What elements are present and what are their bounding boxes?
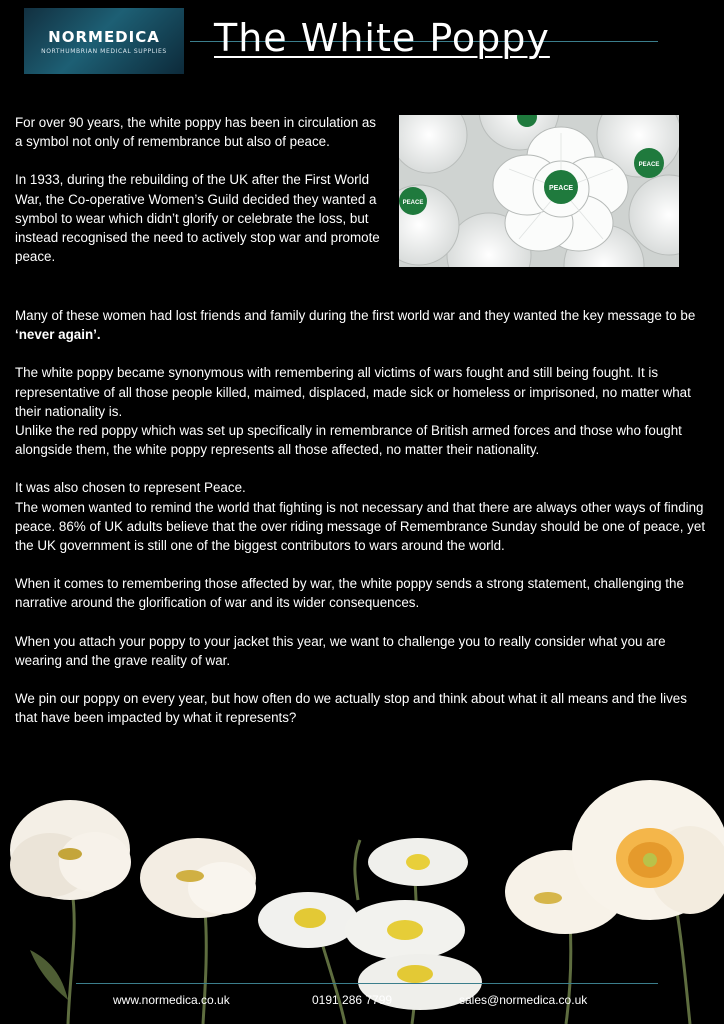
logo-name: NORMEDICA — [48, 27, 160, 46]
body-paragraph-10: We pin our poppy on every year, but how often do we actually stop and think about what it all means and the lives that have been impacted by what it represents? — [15, 691, 687, 726]
body-paragraph-5: Unlike the red poppy which was set up specifically in remembrance of British armed forces and those who fought alongside them, the white poppy represents all those affected, no matter their nationality. — [15, 423, 682, 458]
white-poppy-badges-photo — [399, 115, 679, 267]
footer-rule — [76, 983, 658, 984]
poppy-flower-left — [10, 800, 131, 900]
white-poppies-illustration — [0, 770, 724, 1024]
body-paragraph-7: The women wanted to remind the world that fighting is not necessary and that there are always other ways of finding peace. 86% of UK adults believe that the over riding message of Remembrance Sunday should be one of peace, yet the UK government is still one of the biggest contributors to wars around the world. — [15, 499, 706, 554]
body-paragraph-3-text: Many of these women had lost friends and family during the first world war and they wanted the key message to be — [15, 308, 696, 323]
poppy-flower-second — [140, 838, 256, 918]
poppy-flower-cluster — [258, 838, 482, 1010]
peace-badge-center: PEACE — [548, 185, 574, 192]
poppy-flower-right-large — [572, 780, 724, 920]
peace-badge-left: PEACE — [402, 200, 424, 206]
poppy-badges-illustration — [399, 115, 679, 267]
body-paragraph-never-again — [15, 306, 709, 344]
intro-paragraph-1: For over 90 years, the white poppy has been in circulation as a symbol not only of remembrance but also of peace. — [15, 115, 377, 150]
normedica-logo — [24, 8, 184, 74]
body-paragraph-victims — [15, 363, 709, 459]
footer-website[interactable]: www.normedica.co.uk — [113, 993, 230, 1007]
body-paragraph-peace — [15, 478, 709, 555]
never-again-emphasis: ‘never again’. — [15, 327, 101, 343]
body-paragraph-4: The white poppy became synonymous with remembering all victims of wars fought and still being fought. It is representative of all those people killed, maimed, displaced, made sick or homeless or imprisoned, no matter what their nationality is. — [15, 365, 691, 419]
footer-phone[interactable]: 0191 286 7799 — [312, 993, 393, 1007]
page-title: The White Poppy — [214, 16, 550, 60]
body-paragraph-9: When you attach your poppy to your jacket this year, we want to challenge you to really consider what you are wearing and the grave reality of war. — [15, 633, 666, 668]
intro-paragraph-2: In 1933, during the rebuilding of the UK after the First World War, the Co-operative Women’s Guild decided they wanted a symbol to wear which didn’t glorify or celebrate the loss, but instead recognised the need to actively stop war and promote peace. — [15, 172, 380, 265]
logo-subtitle: NORTHUMBRIAN MEDICAL SUPPLIES — [41, 47, 167, 55]
intro-section — [15, 113, 385, 266]
peace-badge-right: PEACE — [638, 162, 660, 168]
footer-email[interactable]: sales@normedica.co.uk — [459, 993, 588, 1007]
body-paragraph-6: It was also chosen to represent Peace. — [15, 480, 246, 496]
body-section — [15, 306, 709, 746]
body-paragraph-8: When it comes to remembering those affected by war, the white poppy sends a strong statement, challenging the narrative around the glorification of war and its wider consequences. — [15, 576, 684, 611]
